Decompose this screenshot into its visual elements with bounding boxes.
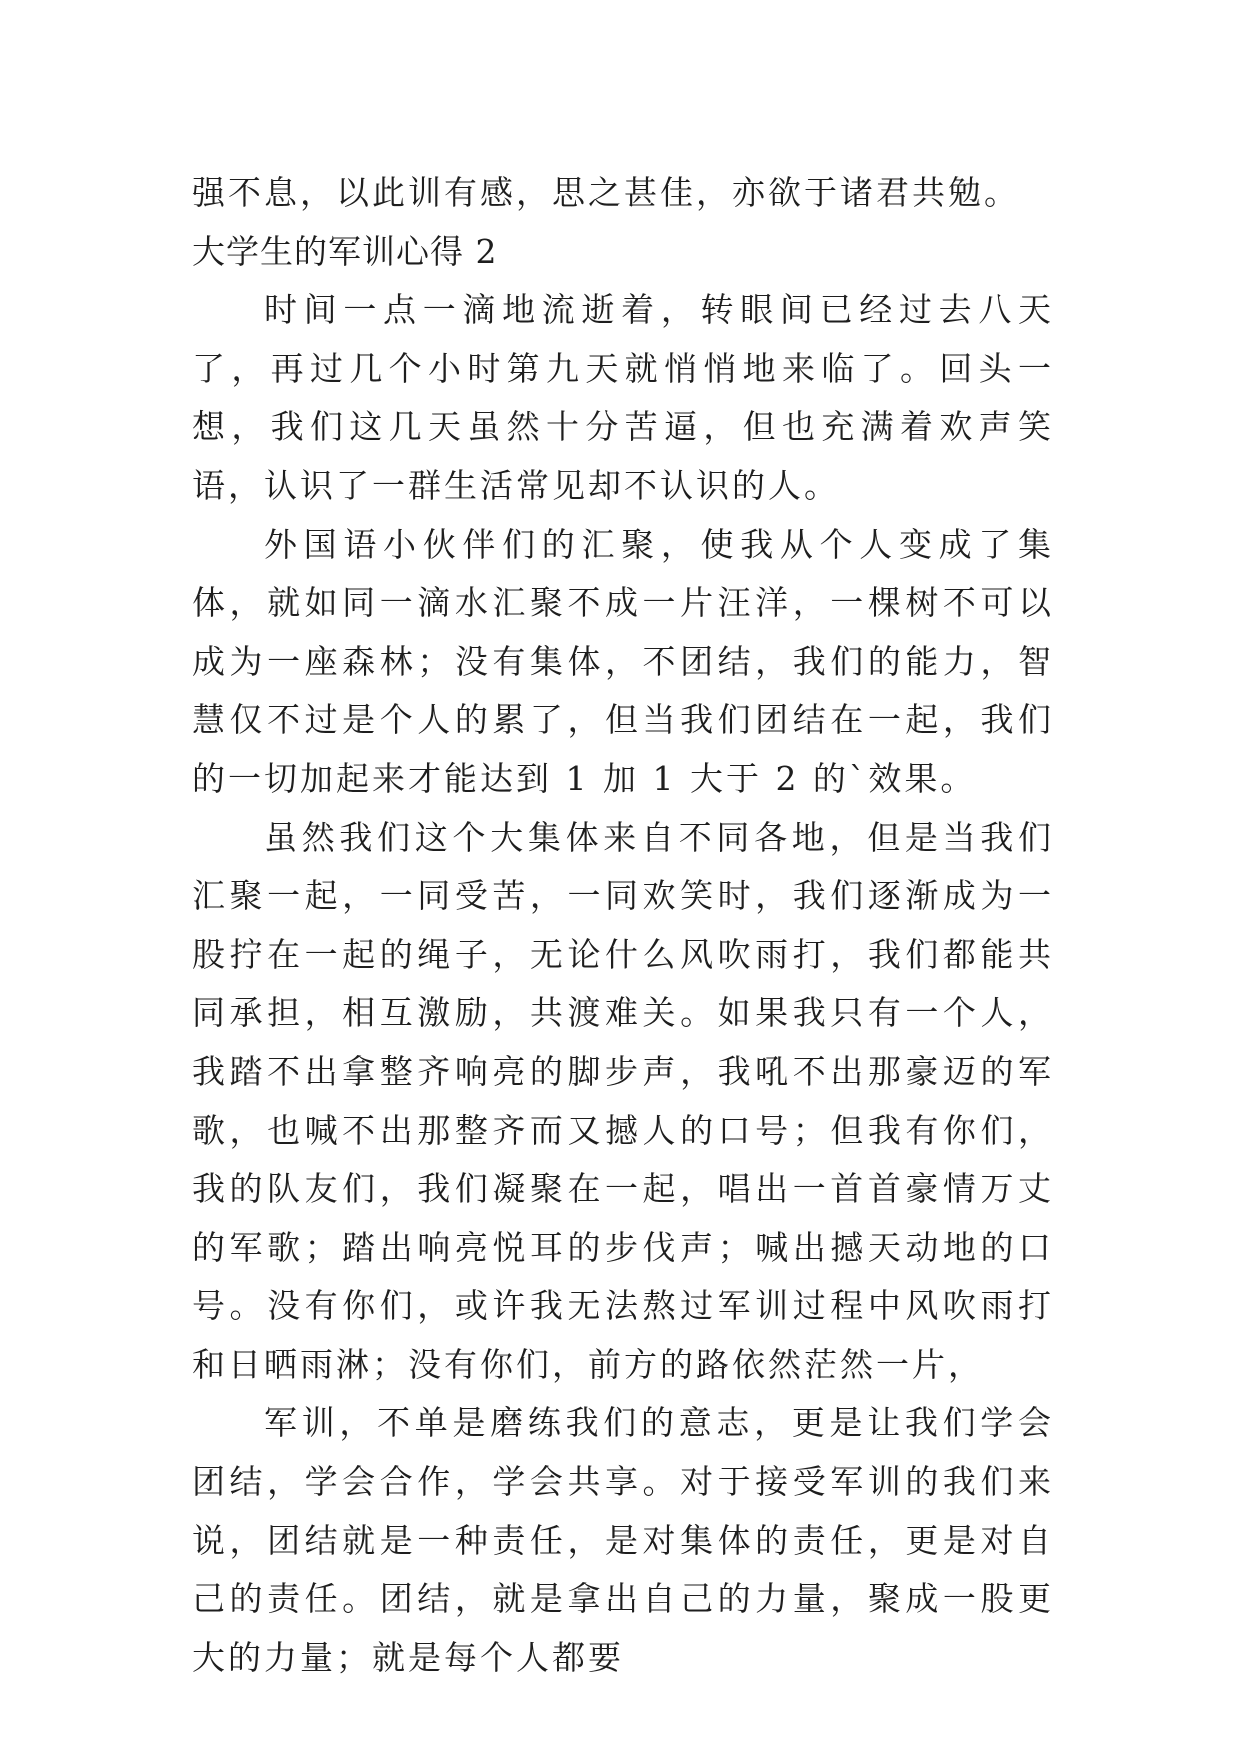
paragraph: 军训，不单是磨练我们的意志，更是让我们学会团结，学会合作，学会共享。对于接受军训的我们来说，团结就是一种责任，是对集体的责任，更是对自己的责任。团结，就是拿出自己的力量，聚成一股更大的力量；就是每个人都要 (192, 1403, 1054, 1677)
lead-fragment: 强不息，以此训有感，思之甚佳，亦欲于诸君共勉。 (192, 173, 1020, 212)
document-body (192, 164, 1054, 1687)
section-title: 大学生的军训心得 2 (192, 231, 498, 271)
paragraph: 虽然我们这个大集体来自不同各地，但是当我们汇聚一起，一同受苦，一同欢笑时，我们逐渐成为一股拧在一起的绳子，无论什么风吹雨打，我们都能共同承担，相互激励，共渡难关。如果我只有一个人，我踏不出拿整齐响亮的脚步声，我吼不出那豪迈的军歌，也喊不出那整齐而又撼人的口号；但我有你们，我的队友们，我们凝聚在一起，唱出一首首豪情万丈的军歌；踏出响亮悦耳的步伐声；喊出撼天动地的口号。没有你们，或许我无法熬过军训过程中风吹雨打和日晒雨淋；没有你们，前方的路依然茫然一片， (192, 817, 1054, 1384)
paragraph: 外国语小伙伴们的汇聚，使我从个人变成了集体，就如同一滴水汇聚不成一片汪洋，一棵树不可以成为一座森林；没有集体，不团结，我们的能力，智慧仅不过是个人的累了，但当我们团结在一起，我们的一切加起来才能达到 1 加 1 大于 2 的`效果。 (192, 524, 1054, 798)
paragraph: 时间一点一滴地流逝着，转眼间已经过去八天了，再过几个小时第九天就悄悄地来临了。回头一想，我们这几天虽然十分苦逼，但也充满着欢声笑语，认识了一群生活常见却不认识的人。 (192, 290, 1054, 505)
